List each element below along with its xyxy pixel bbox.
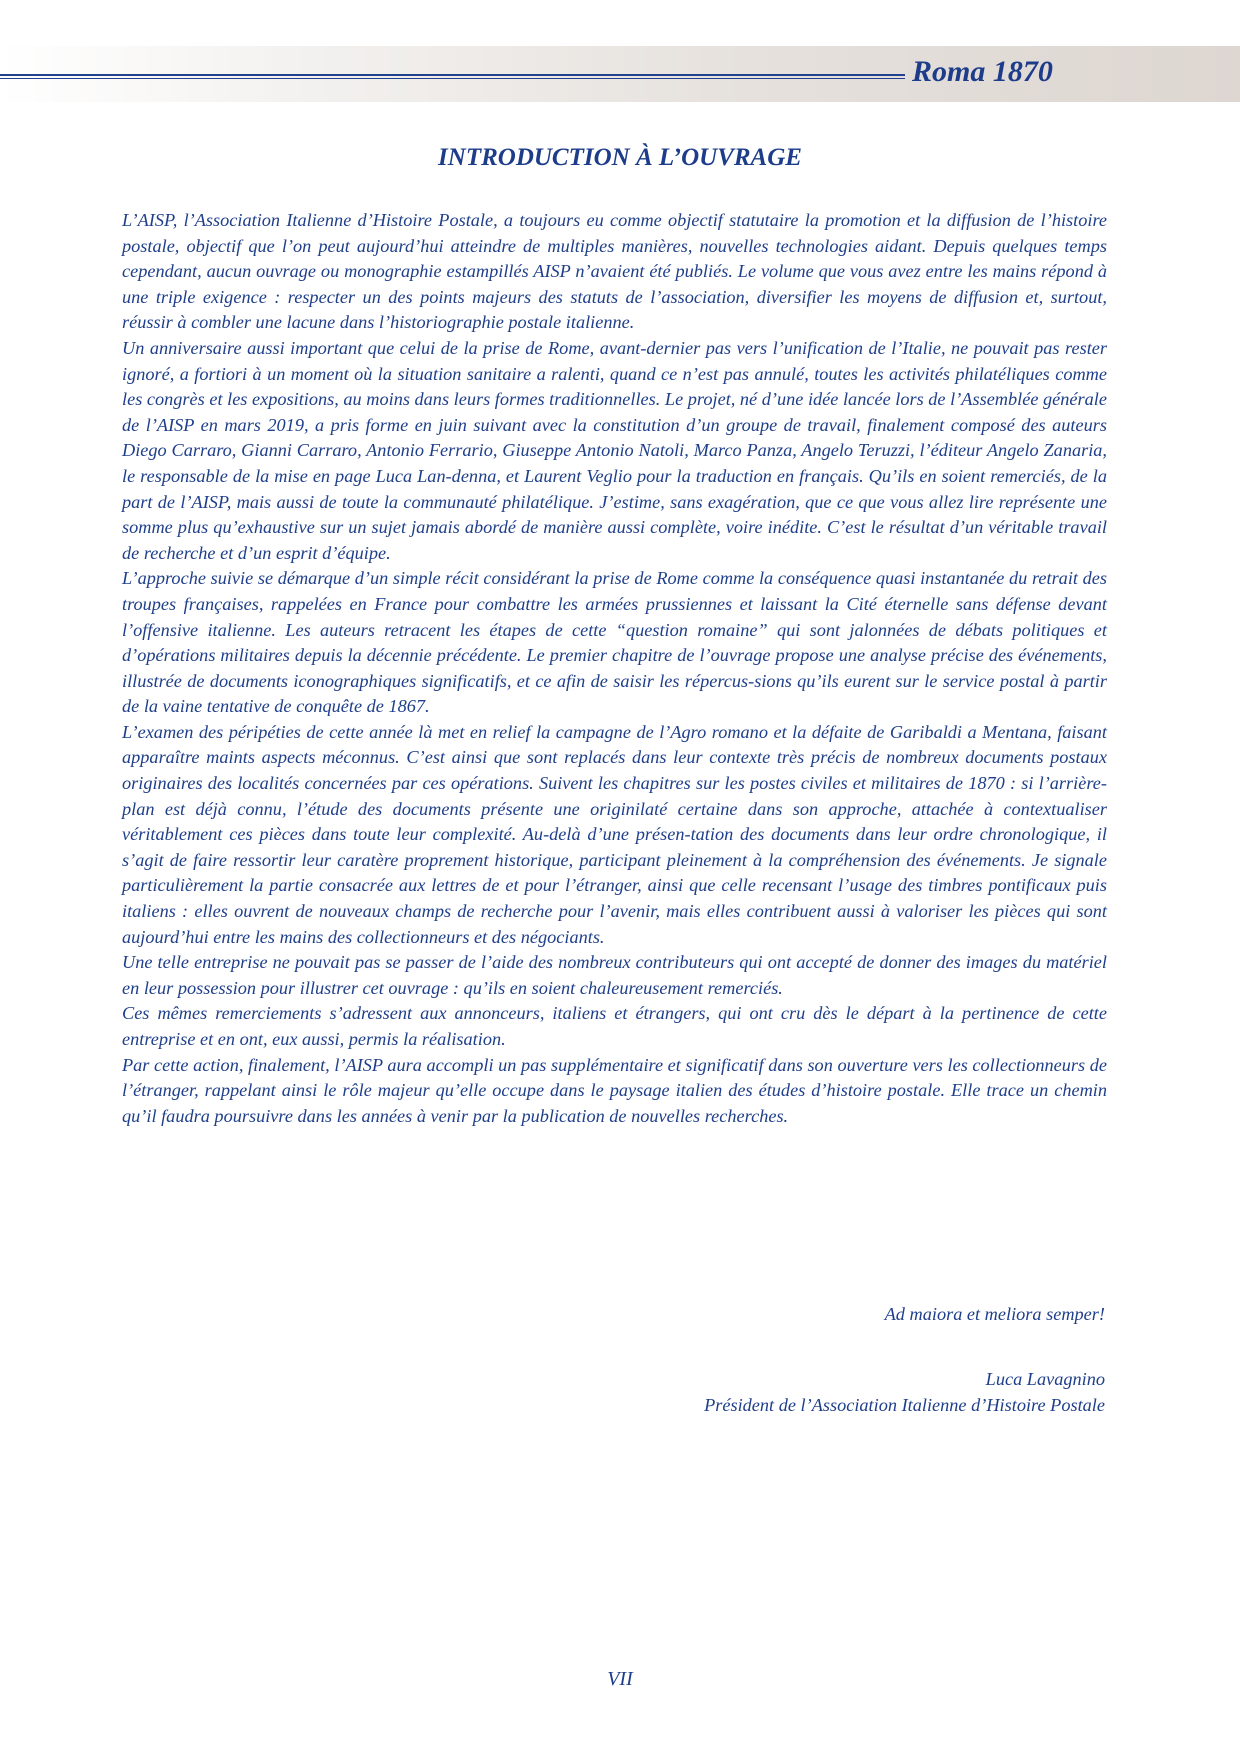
motto: Ad maiora et meliora semper! bbox=[884, 1304, 1105, 1324]
paragraph: Une telle entreprise ne pouvait pas se passer de l’aide des nombreux contributeurs qui ont accepté de donner des images du matériel en leur possession pour illustrer cet ouvrage : qu’ils en soient chaleureusement remerciés. bbox=[122, 952, 1107, 998]
running-title: Roma 1870 bbox=[912, 55, 1053, 88]
paragraph: L’approche suivie se démarque d’un simple récit considérant la prise de Rome comme la conséquence quasi instantanée du retrait des troupes françaises, rappelées en France pour combattre les armées prussiennes et laissant la Cité éternelle sans défense devant l’offensive italienne. Les auteurs retracent les étapes de cette “question romaine” qui sont jalonnées de débats politiques et d’opérations militaires depuis la décennie précédente. Le premier chapitre de l’ouvrage propose une analyse précise des événements, illustrée de documents iconographiques significatifs, et ce afin de saisir les répercus-sions qu’ils eurent sur le service postal à partir de la vaine tentative de conquête de 1867. bbox=[122, 568, 1107, 717]
page-number: VII bbox=[607, 1668, 633, 1690]
signature-role: Président de l’Association Italienne d’Histoire Postale bbox=[704, 1395, 1105, 1415]
signature-name: Luca Lavagnino bbox=[985, 1369, 1105, 1389]
body-text bbox=[122, 208, 1107, 1129]
paragraph: Un anniversaire aussi important que celui de la prise de Rome, avant-dernier pas vers l’unification de l’Italie, ne pouvait pas rester ignoré, a fortiori à un moment où la situation sanitaire a ralenti, quand ce n’est pas annulé, toutes les activités philatéliques comme les congrès et les expositions, au moins dans leurs formes traditionnelles. Le projet, né d’une idée lancée lors de l’Assemblée générale de l’AISP en mars 2019, a pris forme en juin suivant avec la constitution d’un groupe de travail, finalement composé des auteurs Diego Carraro, Gianni Carraro, Antonio Ferrario, Giuseppe Antonio Natoli, Marco Panza, Angelo Teruzzi, l’éditeur Angelo Zanaria, le responsable de la mise en page Luca Lan-denna, et Laurent Veglio pour la traduction en français. Qu’ils en soient remerciés, de la part de l’AISP, mais aussi de toute la communauté philatélique. J’estime, sans exagération, que ce que vous allez lire représente une somme plus qu’exhaustive sur un sujet jamais abordé de manière aussi complète, voire inédite. C’est le résultat d’un véritable travail de recherche et d’un esprit d’équipe. bbox=[122, 337, 1107, 563]
page-title: INTRODUCTION À L’OUVRAGE bbox=[438, 144, 802, 171]
paragraph: Par cette action, finalement, l’AISP aura accompli un pas supplémentaire et significatif dans son ouverture vers les collectionneurs de l’étranger, rappelant ainsi le rôle majeur qu’elle occupe dans le paysage italien des études d’histoire postale. Elle trace un chemin qu’il faudra poursuivre dans les années à venir par la publication de nouvelles recherches. bbox=[122, 1054, 1107, 1126]
signature bbox=[560, 1366, 1105, 1418]
paragraph: L’examen des péripéties de cette année là met en relief la campagne de l’Agro romano et la défaite de Garibaldi a Mentana, faisant apparaître maints aspects méconnus. C’est ainsi que sont replacés dans leur contexte très précis de nombreux documents postaux originaires des localités concernées par ces opérations. Suivent les chapitres sur les postes civiles et militaires de 1870 : si l’arrière-plan est déjà connu, l’étude des documents présente une originilaté certaine dans son approche, attachée à contextualiser véritablement ces pièces dans toute leur complexité. Au-delà d’une présen-tation des documents dans leur ordre chronologique, il s’agit de faire ressortir leur caratère proprement historique, participant pleinement à la compréhension des événements. Je signale particulièrement la partie consacrée aux lettres de et pour l’étranger, ainsi que celle recensant l’usage des timbres pontificaux puis italiens : elles ouvrent de nouveaux champs de recherche pour l’avenir, mais elles contribuent aussi à valoriser les pièces qui sont aujourd’hui entre les mains des collectionneurs et des négociants. bbox=[122, 721, 1107, 947]
header-rule bbox=[0, 74, 905, 79]
paragraph: Ces mêmes remerciements s’adressent aux annonceurs, italiens et étrangers, qui ont cru dès le départ à la pertinence de cette entreprise et en ont, eux aussi, permis la réalisation. bbox=[122, 1003, 1107, 1049]
paragraph: L’AISP, l’Association Italienne d’Histoire Postale, a toujours eu comme objectif statutaire la promotion et la diffusion de l’histoire postale, objectif que l’on peut aujourd’hui atteindre de multiples manières, nouvelles technologies aidant. Depuis quelques temps cependant, aucun ouvrage ou monographie estampillés AISP n’avaient été publiés. Le volume que vous avez entre les mains répond à une triple exigence : respecter un des points majeurs des statuts de l’association, diversifier les moyens de diffusion et, surtout, réussir à combler une lacune dans l’historiographie postale italienne. bbox=[122, 210, 1107, 333]
